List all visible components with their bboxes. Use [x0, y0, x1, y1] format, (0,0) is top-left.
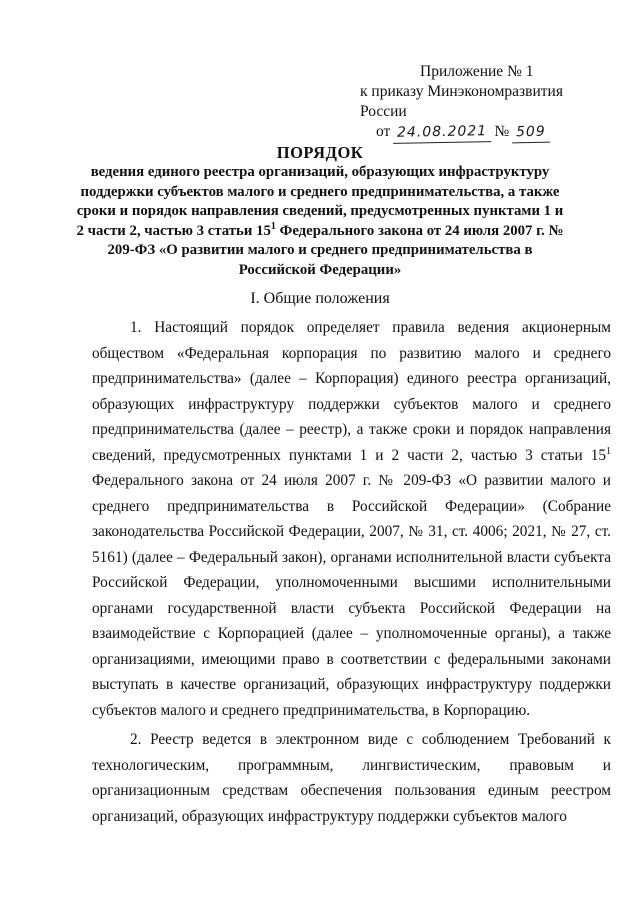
- paragraph-1-superscript: 1: [606, 445, 611, 457]
- subtitle-superscript: 1: [270, 220, 276, 232]
- paragraph-1-part-2: Федерального закона от 24 июля 2007 г. № 209-ФЗ «О развитии малого и среднего предпринимательства в Российской Федерации» (Собрание законодательства Российской Федерации, 2007, № 31, ст. 4006; 2021, № 27, ст. 5161) (далее – Федеральный закон), органами исполнительной власти субъекта Российской Федерации, уполномоченными высшими исполнительными органами государственной власти субъекта Российской Федерации на взаимодействие с Корпорацией (далее – уполномоченные органы), а также организациями, имеющими право в соответствии с федеральными законами выступать в качестве организаций, образующих инфраструктуру поддержки субъектов малого и среднего предпринимательства, в Корпорацию.: [92, 472, 611, 719]
- handwritten-date: 24.08.2021: [393, 121, 492, 144]
- section-heading: I. Общие положения: [250, 290, 390, 307]
- paragraph-2: 2. Реестр ведется в электронном виде с соблюдением Требований к технологическим, программным, лингвистическим, правовым и организационным средствам обеспечения пользования единым реестром организаций, образующих инфраструктуру поддержки субъектов малого: [92, 731, 611, 825]
- appendix-header: [360, 62, 610, 143]
- document-body: [92, 315, 611, 829]
- paragraph-1: [92, 315, 611, 723]
- paragraph-1-part-1: 1. Настоящий порядок определяет правила ведения акционерным обществом «Федеральная корпорация по развитию малого и среднего предпринимательства» (далее – Корпорация) единого реестра организаций, образующих инфраструктуру поддержки субъектов малого и среднего предпринимательства (далее – реестр), а также сроки и порядок направления сведений, предусмотренных пунктами 1 и 2 части 2, частью 3 статьи 15: [92, 319, 611, 464]
- subtitle-part-2: Федерального закона от 24 июля 2007 г. № 209-ФЗ «О развитии малого и среднего предпринимательства в Российской Федерации»: [107, 222, 564, 278]
- document-subtitle: [72, 163, 568, 280]
- order-date-number: [360, 122, 610, 143]
- from-label: от: [376, 123, 391, 140]
- order-reference: к приказу Минэкономразвития России: [360, 83, 563, 120]
- subtitle-part-1: ведения единого реестра организаций, образующих инфраструктуру поддержки субъектов малого и среднего предпринимательства, а также сроки и порядок направления сведений, предусмотренных пунктами 1 и 2 части 2, частью 3 статьи 15: [76, 164, 564, 239]
- number-label: №: [494, 123, 510, 140]
- document-title: ПОРЯДОК: [276, 143, 364, 162]
- appendix-label: Приложение № 1: [420, 63, 534, 80]
- handwritten-number: 509: [512, 122, 550, 144]
